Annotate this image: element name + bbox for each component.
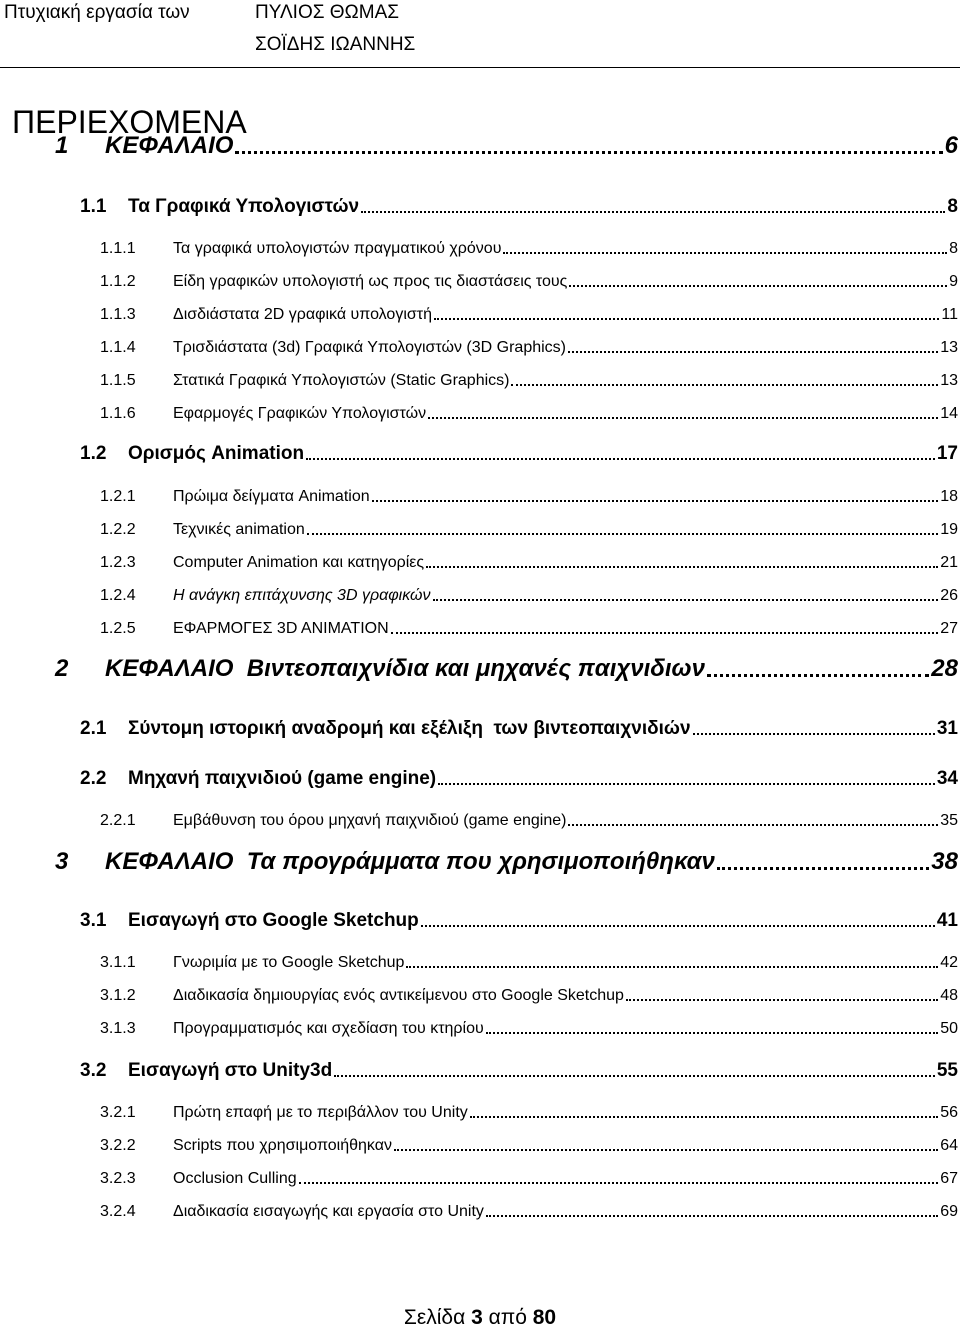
toc-entry-number: 1.1.4 [100, 339, 136, 356]
page-footer [0, 1306, 960, 1330]
toc-entry-title: Εμβάθυνση του όρου μηχανή παιχνιδιού (game engine) [173, 812, 567, 829]
toc-entry-page: 55 [936, 1060, 958, 1081]
toc-entry-page: 67 [940, 1170, 958, 1187]
toc-entry-title: ΚΕΦΑΛΑΙΟ [105, 132, 234, 159]
toc-entry-page: 34 [936, 768, 958, 789]
toc-entry-title: Occlusion Culling [173, 1170, 297, 1187]
toc-entry-number: 3.1.2 [100, 987, 136, 1004]
toc-entry-page: 31 [936, 718, 958, 739]
toc-dot-leader [307, 533, 938, 535]
footer-total-pages: 80 [532, 1306, 557, 1329]
toc-dot-leader [391, 632, 939, 634]
toc-entry-page: 42 [940, 954, 958, 971]
toc-dot-leader [406, 966, 938, 968]
toc-entry-title: Η ανάγκη επιτάχυνσης 3D γραφικών [173, 587, 431, 604]
toc-dot-leader [717, 867, 929, 870]
toc-entry-title: Εφαρμογές Γραφικών Υπολογιστών [173, 405, 427, 422]
toc-entry-number: 3.2.4 [100, 1203, 136, 1220]
toc-dot-leader [334, 1075, 935, 1077]
toc-entry-number: 3.2.2 [100, 1137, 136, 1154]
toc-entry-page: 8 [947, 196, 958, 217]
toc-entry-title: Εισαγωγή στο Unity3d [128, 1060, 333, 1081]
toc-entry-number: 1.1 [80, 196, 107, 217]
toc-entry-page: 13 [940, 339, 958, 356]
toc-entry-page: 35 [940, 812, 958, 829]
toc-dot-leader [486, 1215, 938, 1217]
toc-dot-leader [626, 999, 938, 1001]
toc-entry-title: ΕΦΑΡΜΟΓΕΣ 3D ANIMATION [173, 620, 389, 637]
toc-entry-number: 2 [55, 655, 69, 682]
footer-separator: από [488, 1306, 527, 1329]
toc-entry-page: 14 [940, 405, 958, 422]
toc-entry-page: 28 [931, 655, 958, 682]
toc-entry-page: 50 [940, 1020, 958, 1037]
toc-entry-number: 2.1 [80, 718, 107, 739]
toc-entry-title: Ορισμός Animation [128, 443, 305, 464]
toc-entry-title: Γνωριμία με το Google Sketchup [173, 954, 405, 971]
toc-entry-page: 56 [940, 1104, 958, 1121]
toc-entry-title: Προγραμματισμός και σχεδίαση του κτηρίου [173, 1020, 484, 1037]
toc-entry-page: 21 [940, 554, 958, 571]
toc-entry-title: Στατικά Γραφικά Υπολογιστών (Static Graphics) [173, 372, 510, 389]
toc-entry-number: 2.2.1 [100, 812, 136, 829]
toc-entry-number: 1.2.1 [100, 488, 136, 505]
toc-entry-number: 2.2 [80, 768, 107, 789]
toc-dot-leader [428, 417, 938, 419]
toc-entry-number: 1.2 [80, 443, 107, 464]
toc-entry-page: 41 [936, 910, 958, 931]
toc-dot-leader [394, 1149, 938, 1151]
toc-dot-leader [693, 733, 935, 735]
toc-entry-number: 1.2.2 [100, 521, 136, 538]
toc-entry-title: Πρώιμα δείγματα Animation [173, 488, 370, 505]
toc-entry-page: 13 [940, 372, 958, 389]
toc-entry-number: 1 [55, 132, 69, 159]
header-author-1: ΠΥΛΙΟΣ ΘΩΜΑΣ [255, 2, 399, 23]
toc-entry-number: 1.1.6 [100, 405, 136, 422]
toc-entry-page: 17 [936, 443, 958, 464]
toc-dot-leader [421, 925, 935, 927]
toc-entry-page: 8 [949, 240, 958, 257]
toc-entry-page: 27 [940, 620, 958, 637]
toc-dot-leader [438, 783, 935, 785]
footer-label: Σελίδα [403, 1306, 466, 1329]
toc-dot-leader [433, 599, 939, 601]
toc-entry-title: Δισδιάστατα 2D γραφικά υπολογιστή [173, 306, 432, 323]
toc-entry-title: Διαδικασία δημιουργίας ενός αντικείμενου στο Google Sketchup [173, 987, 624, 1004]
toc-entry-number: 3.1.3 [100, 1020, 136, 1037]
toc-entry-page: 38 [931, 848, 958, 875]
toc-dot-leader [486, 1032, 938, 1034]
toc-dot-leader [568, 824, 938, 826]
toc-entry-page: 9 [949, 273, 958, 290]
toc-entry-title: Τα Γραφικά Υπολογιστών [128, 196, 360, 217]
toc-dot-leader [361, 211, 945, 213]
toc-dot-leader [299, 1182, 939, 1184]
toc-entry-page: 19 [940, 521, 958, 538]
toc-dot-leader [306, 458, 935, 460]
header-author-2: ΣΟΪΔΗΣ ΙΩΑΝΝΗΣ [255, 34, 416, 55]
toc-entry-number: 1.2.5 [100, 620, 136, 637]
toc-dot-leader [568, 351, 938, 353]
toc-entry-title: Είδη γραφικών υπολογιστή ως προς τις διαστάσεις τους [173, 273, 568, 290]
toc-dot-leader [235, 151, 942, 154]
toc-entry-number: 3.2 [80, 1060, 107, 1081]
toc-dot-leader [503, 252, 947, 254]
toc-entry-title: Τρισδιάστατα (3d) Γραφικά Υπολογιστών (3D Graphics) [173, 339, 566, 356]
toc-heading: ΠΕΡΙΕΧΟΜΕΝΑ [12, 104, 247, 140]
toc-entry-title: ΚΕΦΑΛΑΙΟ Βιντεοπαιχνίδια και μηχανές παιχνιδιων [105, 655, 705, 682]
toc-entry-title: Τεχνικές animation [173, 521, 305, 538]
toc-entry-number: 3.2.3 [100, 1170, 136, 1187]
toc-dot-leader [372, 500, 939, 502]
toc-entry-number: 3 [55, 848, 69, 875]
toc-dot-leader [707, 674, 929, 677]
header-left-text: Πτυχιακή εργασία των [4, 2, 190, 23]
toc-entry-title: Scripts που χρησιμοποιήθηκαν [173, 1137, 392, 1154]
toc-entry-number: 1.1.1 [100, 240, 136, 257]
toc-entry-page: 11 [941, 306, 958, 323]
toc-entry-title: Computer Animation και κατηγορίες [173, 554, 425, 571]
toc-entry-page: 18 [940, 488, 958, 505]
toc-entry-page: 26 [940, 587, 958, 604]
toc-entry-title: ΚΕΦΑΛΑΙΟ Τα προγράμματα που χρησιμοποιήθηκαν [105, 848, 715, 875]
toc-dot-leader [470, 1116, 938, 1118]
toc-entry-title: Εισαγωγή στο Google Sketchup [128, 910, 419, 931]
toc-entry-number: 3.2.1 [100, 1104, 136, 1121]
footer-current-page: 3 [471, 1306, 483, 1329]
toc-entry-title: Διαδικασία εισαγωγής και εργασία στο Unity [173, 1203, 484, 1220]
toc-entry-title: Τα γραφικά υπολογιστών πραγματικού χρόνου [173, 240, 502, 257]
toc-entry-page: 64 [940, 1137, 958, 1154]
toc-entry-number: 1.1.5 [100, 372, 136, 389]
toc-entry-title: Πρώτη επαφή με το περιβάλλον του Unity [173, 1104, 468, 1121]
header-rule [0, 67, 960, 68]
toc-entry-number: 1.1.2 [100, 273, 136, 290]
toc-entry-number: 3.1 [80, 910, 107, 931]
toc-entry-page: 6 [944, 132, 958, 159]
toc-entry-number: 1.2.4 [100, 587, 136, 604]
toc-dot-leader [511, 384, 938, 386]
toc-entry-number: 3.1.1 [100, 954, 136, 971]
toc-entry-title: Μηχανή παιχνιδιού (game engine) [128, 768, 437, 789]
toc-dot-leader [434, 318, 939, 320]
toc-entry-page: 48 [940, 987, 958, 1004]
toc-dot-leader [569, 285, 947, 287]
toc-entry-number: 1.2.3 [100, 554, 136, 571]
toc-entry-page: 69 [940, 1203, 958, 1220]
toc-entry-title: Σύντομη ιστορική αναδρομή και εξέλιξη των βιντεοπαιχνιδιών [128, 718, 691, 739]
toc-dot-leader [426, 566, 938, 568]
toc-entry-number: 1.1.3 [100, 306, 136, 323]
